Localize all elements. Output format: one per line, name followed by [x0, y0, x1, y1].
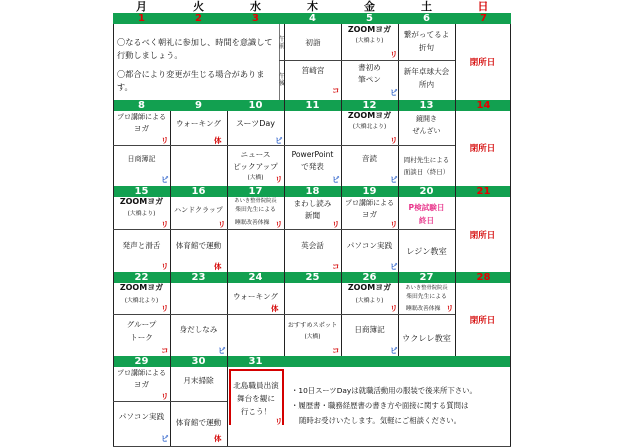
- date-number: 29: [134, 356, 149, 367]
- event-powerpoint-sub: で発表: [301, 162, 324, 171]
- category-mark: リ: [161, 304, 169, 313]
- event-walking: ウォーキング: [232, 292, 279, 301]
- date-number: 31: [248, 356, 263, 367]
- grid-line: [279, 60, 455, 61]
- category-mark: リ: [161, 392, 169, 401]
- event-sub: (大橋): [247, 175, 264, 181]
- event-ondoku: 音読: [361, 154, 378, 163]
- date-number: 5: [366, 13, 373, 24]
- event-zoom-yoga: ZOOMヨガ: [119, 197, 164, 206]
- event-location: 筥崎宮: [301, 66, 325, 75]
- event-handclap: ハンドクラップ: [174, 206, 223, 214]
- event-yoga-sub: ヨガ: [361, 210, 378, 219]
- event-suit-day: スーツDay: [235, 119, 276, 128]
- weekday-sun: 日: [477, 0, 489, 13]
- date-number: 27: [419, 272, 434, 283]
- category-mark: リ: [390, 50, 398, 59]
- note-line: 随時お受けいたします。気軽にご相談ください。: [299, 416, 462, 425]
- date-number: 25: [305, 272, 320, 283]
- date-number: 13: [419, 100, 434, 111]
- event-pc: パソコン実践: [346, 241, 393, 250]
- event-hatsumode: 初詣: [305, 38, 321, 47]
- date-number: 21: [476, 186, 491, 197]
- category-mark: リ: [275, 417, 283, 426]
- category-mark: リ: [218, 220, 226, 229]
- event-grooming: 身だしなみ: [179, 325, 218, 334]
- event-news: ニュース: [240, 150, 271, 159]
- date-number: 2: [195, 13, 202, 24]
- event-resin: レジン教室: [406, 246, 447, 256]
- calendar: [113, 0, 511, 447]
- event-sub: (大橋より): [127, 211, 156, 217]
- event-cleaning: 月末掃除: [183, 376, 214, 385]
- category-mark: ビ: [390, 262, 398, 271]
- closed-label: 閉所日: [469, 144, 496, 154]
- event-yoga: プロ講師による: [345, 199, 394, 207]
- event-pc: パソコン実践: [118, 412, 165, 421]
- date-number: 15: [134, 186, 149, 197]
- weekday-fri: 金: [364, 0, 375, 13]
- category-mark: リ: [446, 304, 454, 313]
- event-kakizome-sub: 筆ペン: [358, 75, 381, 84]
- date-number: 28: [476, 272, 491, 283]
- event-sub: (大橋北より): [124, 298, 159, 304]
- category-mark: リ: [161, 136, 169, 145]
- closed-label: 閉所日: [469, 58, 496, 68]
- event-exam: P検試験日: [408, 203, 445, 212]
- date-number: 10: [248, 100, 263, 111]
- grid-line: [113, 401, 227, 402]
- event-news-sub: ピックアップ: [233, 162, 278, 171]
- grid-line: [170, 111, 171, 447]
- category-mark: ビ: [161, 434, 169, 443]
- category-mark: コ: [332, 346, 340, 355]
- category-mark: コ: [332, 86, 340, 95]
- event-walking: ウォーキング: [175, 119, 222, 128]
- weekday-wed: 水: [250, 0, 261, 13]
- event-voice: 発声と滑舌: [122, 241, 161, 250]
- event-boki: 日商簿記: [354, 325, 385, 334]
- date-number: 11: [305, 100, 320, 111]
- category-mark: リ: [275, 175, 283, 184]
- grid-line: [113, 314, 455, 315]
- category-mark: ビ: [275, 136, 283, 145]
- date-number: 9: [195, 100, 202, 111]
- event-group-talk-sub: トーク: [130, 333, 153, 342]
- weekday-sat: 土: [421, 0, 432, 13]
- event-sleep-exercise-line3: 睡眠改善体操: [234, 220, 270, 226]
- event-spot: おすすめスポット: [287, 322, 338, 329]
- weekday-mon: 月: [136, 0, 147, 13]
- category-mark: コ: [161, 346, 169, 355]
- date-number: 14: [476, 100, 491, 111]
- event-english: 英会話: [301, 241, 324, 250]
- note-line: ・10日スーツDayは就職活動用の服装で後来所下さい。: [291, 386, 477, 395]
- category-mark: リ: [161, 220, 169, 229]
- category-mark: 体: [214, 136, 222, 145]
- event-spot-sub: (大橋): [304, 334, 321, 340]
- closed-label: 閉所日: [469, 231, 496, 241]
- event-group-talk: グループ: [126, 320, 157, 329]
- event-ukulele: ウクレレ教室: [402, 333, 451, 343]
- event-interview: 岡村先生による: [403, 156, 450, 164]
- event-sleep-exercise: あいき整骨院院長: [405, 285, 448, 291]
- event-kakizome: 書初め: [358, 63, 381, 72]
- event-sub: (大橋より): [355, 38, 384, 44]
- event-kagami-sub: ぜんざい: [412, 127, 441, 135]
- date-number: 17: [248, 186, 263, 197]
- event-yoga-sub: ヨガ: [133, 380, 150, 389]
- category-mark: リ: [390, 220, 398, 229]
- event-powerpoint: PowerPoint: [291, 150, 334, 159]
- date-number: 1: [138, 13, 145, 24]
- event-zoom-yoga: ZOOMヨガ: [119, 283, 164, 292]
- event-exam-sub: 終日: [418, 216, 435, 225]
- event-stage: 北島職員出演: [233, 381, 279, 390]
- weekday-tue: 火: [193, 0, 204, 13]
- event-sleep-exercise: あいき整骨院院長: [234, 198, 277, 204]
- event-stage-line3: 行こう！: [240, 407, 272, 416]
- weekday-thu: 木: [307, 0, 318, 13]
- event-boki: 日商簿記: [127, 155, 156, 163]
- date-number: 6: [423, 13, 430, 24]
- date-number: 18: [305, 186, 320, 197]
- stage-highlight-top: [229, 369, 282, 371]
- date-number: 12: [362, 100, 377, 111]
- am-label: 午前: [279, 36, 286, 50]
- category-mark: 体: [271, 304, 279, 313]
- event-pingpong-sub: 所内: [418, 80, 435, 89]
- note-line: ・履歴書・職務経歴書の書き方や面接に関する質問は: [291, 401, 469, 410]
- notice-text: 〇都合により変更が生じる場合があります。: [117, 69, 265, 92]
- category-mark: リ: [161, 262, 169, 271]
- event-zoom-yoga: ZOOMヨガ: [347, 25, 392, 34]
- category-mark: リ: [275, 220, 283, 229]
- closed-label: 閉所日: [469, 316, 496, 326]
- event-sleep-exercise-line2: 柴田先生による: [235, 207, 276, 213]
- event-newspaper-sub: 新聞: [304, 211, 321, 220]
- event-sub: (大橋より): [355, 298, 384, 304]
- grid-line: [113, 229, 455, 230]
- event-sleep-exercise-line2: 柴田先生による: [406, 294, 447, 300]
- date-number: 30: [191, 356, 206, 367]
- category-mark: ビ: [332, 175, 340, 184]
- event-newspaper: まわし読み: [293, 199, 332, 208]
- category-mark: ビ: [390, 175, 398, 184]
- event-oriku: 繋がってるよ: [403, 30, 450, 39]
- category-mark: 体: [214, 262, 222, 271]
- event-zoom-yoga: ZOOMヨガ: [347, 111, 392, 120]
- event-sub: (大橋北より): [352, 124, 387, 130]
- category-mark: ビ: [390, 88, 398, 97]
- grid-line: [341, 24, 342, 356]
- date-number: 16: [191, 186, 206, 197]
- date-number: 24: [248, 272, 263, 283]
- date-number: 20: [419, 186, 434, 197]
- event-yoga-sub: ヨガ: [133, 124, 150, 133]
- date-number: 19: [362, 186, 377, 197]
- category-mark: ビ: [218, 346, 226, 355]
- event-pingpong: 新年卓球大会: [403, 67, 450, 76]
- category-mark: 体: [214, 434, 222, 443]
- event-kagami: 鏡開き: [416, 115, 437, 123]
- notice-text: 〇なるべく朝礼に参加し、時間を意識して行動しましょう。: [117, 37, 273, 60]
- category-mark: リ: [390, 136, 398, 145]
- date-number: 7: [480, 13, 487, 24]
- pm-label: 午後: [279, 73, 286, 87]
- event-yoga: プロ講師による: [117, 113, 166, 121]
- category-mark: リ: [332, 220, 340, 229]
- date-number: 8: [138, 100, 145, 111]
- category-mark: ビ: [161, 175, 169, 184]
- event-gym: 体育館で運動: [175, 418, 222, 427]
- event-sleep-exercise-line3: 睡眠改善体操: [405, 306, 441, 312]
- date-number: 3: [252, 13, 259, 24]
- event-yoga: プロ講師による: [117, 369, 166, 377]
- date-number: 4: [309, 13, 316, 24]
- grid-line: [113, 145, 455, 146]
- event-stage-line2: 舞台を観に: [237, 394, 275, 403]
- date-number: 22: [134, 272, 149, 283]
- event-interview-sub: 面談日（終日）: [403, 168, 450, 176]
- event-oriku-sub: 折句: [418, 43, 435, 52]
- category-mark: リ: [390, 304, 398, 313]
- event-gym: 体育館で運動: [175, 241, 222, 250]
- grid-line: [455, 24, 456, 356]
- category-mark: コ: [332, 262, 340, 271]
- category-mark: ビ: [390, 346, 398, 355]
- event-zoom-yoga: ZOOMヨガ: [347, 283, 392, 292]
- date-number: 23: [191, 272, 206, 283]
- date-number: 26: [362, 272, 377, 283]
